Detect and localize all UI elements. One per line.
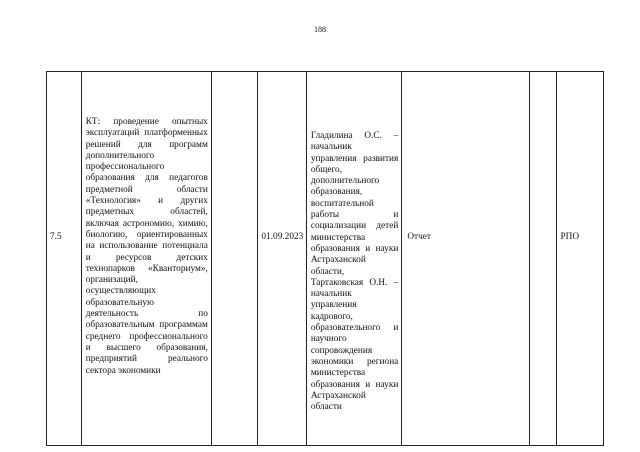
empty-cell <box>212 72 259 445</box>
page-number: 188 <box>314 25 326 34</box>
row-document: Отчет <box>407 232 431 242</box>
row-org: РПО <box>560 232 580 242</box>
row-date: 01.09.2023 <box>261 232 304 242</box>
empty-cell <box>530 72 557 445</box>
row-number-cell <box>47 72 82 445</box>
row-responsible: Гладилина О.С. – начальник управления развития общего, дополнительного образования, воспитательной работы и социализации детей министерства образования и науки Астраханской области, Тартаковская О.Н. – начальник управления кадрового, образовательного и научного сопровождения экономики региона министерства образования и науки Астраханской области <box>310 131 399 413</box>
row-description: КТ: проведение опытных эксплуатаций платформенных решений для программ дополнительного профессионального образования для педагогов предметной области «Технология» и других предметных областей, включая астрономию, химию, биологию, ориентированных на использование потенциала и ресурсов детских технопарков «Кванториум», организаций, осуществляющих образовательную деятельность по образовательным программам среднего профессионального и высшего образования, предприятий реального сектора экономики <box>85 117 208 376</box>
description-cell <box>82 72 212 445</box>
row-number: 7.5 <box>50 232 62 242</box>
responsible-cell <box>307 72 403 445</box>
document-cell <box>402 72 530 445</box>
org-cell <box>557 72 603 445</box>
table-row <box>46 71 604 446</box>
date-cell <box>258 72 306 445</box>
